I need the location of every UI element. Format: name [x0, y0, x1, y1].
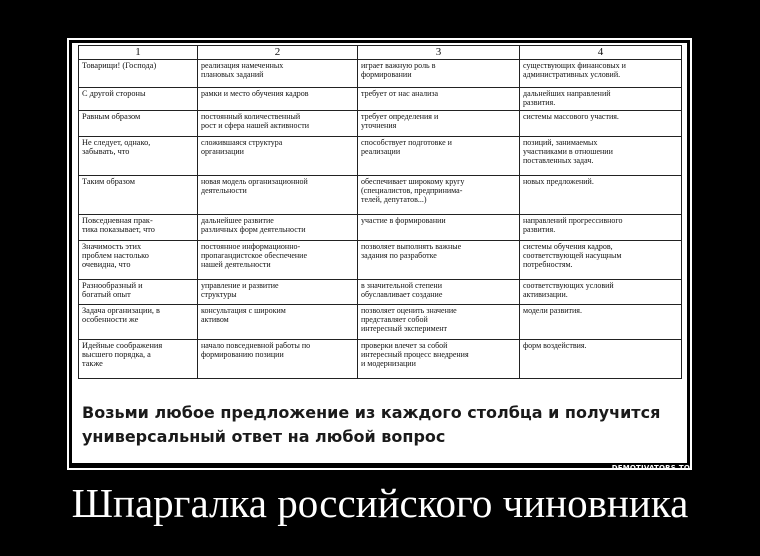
table-cell: Разнообразный и богатый опыт — [79, 280, 198, 305]
table-header-row — [79, 46, 682, 60]
table-cell: в значительной степени обуславливает создание — [358, 280, 520, 305]
table-row — [79, 280, 682, 305]
table-cell: Повседневная прак- тика показывает, что — [79, 215, 198, 241]
column-header: 1 — [79, 46, 198, 60]
table-cell: требует от нас анализа — [358, 88, 520, 111]
table-cell: системы обучения кадров, соответствующей насущным потребностям. — [520, 241, 682, 280]
table-cell: новая модель организационной деятельности — [198, 176, 358, 215]
table-cell: Товарищи! (Господа) — [79, 60, 198, 88]
table-row — [79, 176, 682, 215]
table-cell: модели развития. — [520, 305, 682, 340]
table-cell: постоянное информационно- пропагандистское обеспечение нашей деятельности — [198, 241, 358, 280]
table-cell: позволяет выполнять важные задания по разработке — [358, 241, 520, 280]
table-row — [79, 215, 682, 241]
table-cell: управление и развитие структуры — [198, 280, 358, 305]
table-row — [79, 111, 682, 137]
table-cell: позволяет оценить значение представляет собой интересный эксперимент — [358, 305, 520, 340]
table-cell: дальнейшее развитие различных форм деятельности — [198, 215, 358, 241]
table-row — [79, 137, 682, 176]
table-cell: консультация с широким активом — [198, 305, 358, 340]
caption-text: Возьми любое предложение из каждого столбца и получится универсальный ответ на любой вопрос — [82, 403, 661, 446]
table-cell: реализация намеченных плановых заданий — [198, 60, 358, 88]
table-cell: участие в формировании — [358, 215, 520, 241]
table-cell: позиций, занимаемых участниками в отношении поставленных задач. — [520, 137, 682, 176]
column-header: 3 — [358, 46, 520, 60]
table-cell: постоянный количественный рост и сфера нашей активности — [198, 111, 358, 137]
table-cell: Задача организации, в особенности же — [79, 305, 198, 340]
table-cell: Не следует, однако, забывать, что — [79, 137, 198, 176]
table-row — [79, 60, 682, 88]
table-cell: требует определения и уточнения — [358, 111, 520, 137]
column-header: 2 — [198, 46, 358, 60]
poster-title: Шпаргалка российского чиновника — [71, 480, 689, 526]
table-cell: форм воздействия. — [520, 340, 682, 379]
table-cell: играет важную роль в формировании — [358, 60, 520, 88]
table-cell: сложившаяся структура организации — [198, 137, 358, 176]
table-cell: соответствующих условий активизации. — [520, 280, 682, 305]
table-cell: способствует подготовке и реализации — [358, 137, 520, 176]
phrase-table — [78, 45, 682, 379]
table-cell: Равным образом — [79, 111, 198, 137]
poster-picture — [72, 43, 687, 463]
table-cell: дальнейших направлений развития. — [520, 88, 682, 111]
table-row — [79, 241, 682, 280]
table-cell: системы массового участия. — [520, 111, 682, 137]
table-cell: Идейные соображения высшего порядка, а также — [79, 340, 198, 379]
table-cell: рамки и место обучения кадров — [198, 88, 358, 111]
table-row — [79, 88, 682, 111]
watermark: DEMOTIVATORS.TO — [611, 464, 690, 472]
table-row — [79, 340, 682, 379]
column-header: 4 — [520, 46, 682, 60]
table-cell: обеспечивает широкому кругу (специалистов, предпринима- телей, депутатов...) — [358, 176, 520, 215]
table-cell: направлений прогрессивного развития. — [520, 215, 682, 241]
table-row — [79, 305, 682, 340]
table-cell: новых предложений. — [520, 176, 682, 215]
table-cell: С другой стороны — [79, 88, 198, 111]
table-cell: Значимость этих проблем настолько очевидна, что — [79, 241, 198, 280]
table-cell: существующих финансовых и административных условий. — [520, 60, 682, 88]
table-cell: Таким образом — [79, 176, 198, 215]
table-cell: проверки влечет за собой интересный процесс внедрения и модернизации — [358, 340, 520, 379]
table-cell: начало повседневной работы по формированию позиции — [198, 340, 358, 379]
